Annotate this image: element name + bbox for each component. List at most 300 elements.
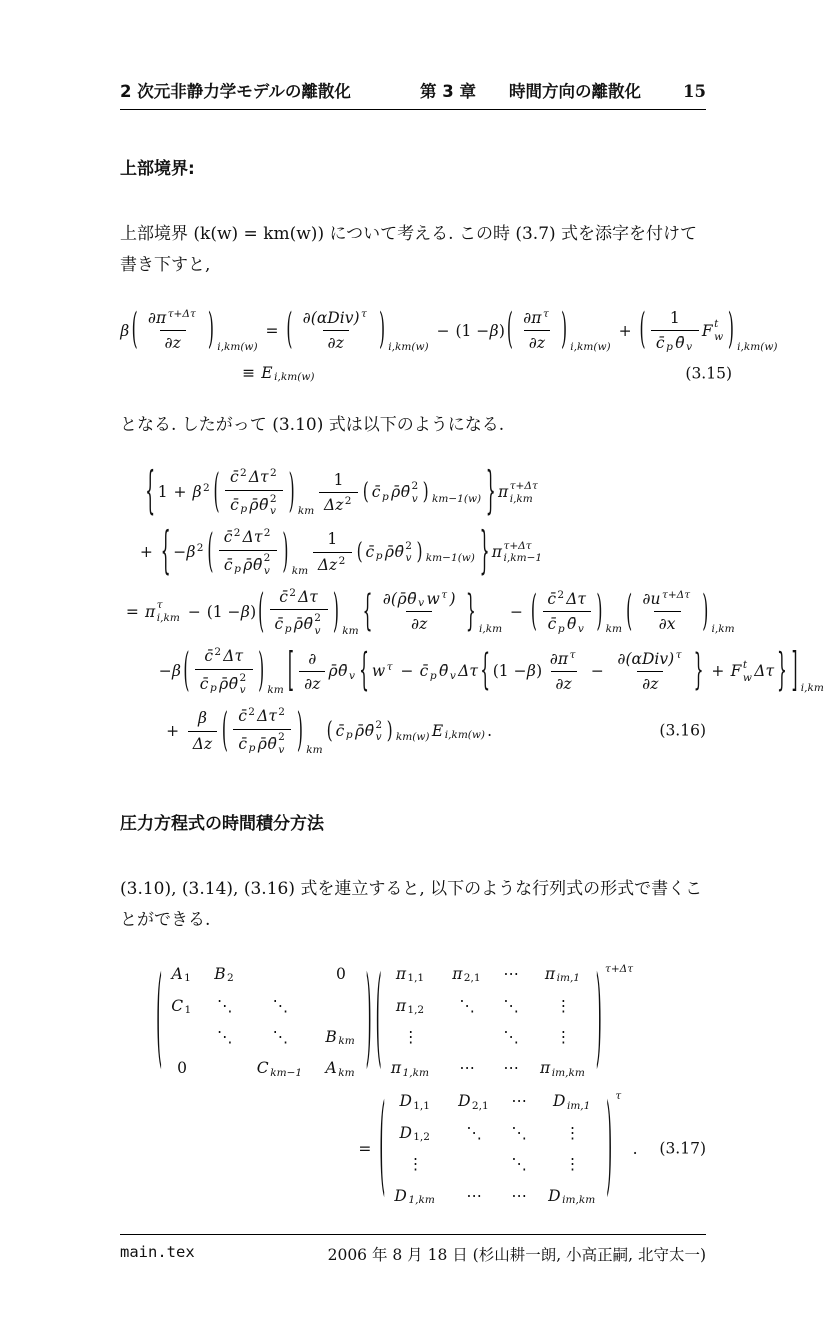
math-subscript: [285, 623, 292, 636]
math-subscript: [217, 341, 258, 354]
math-text: i,km: [711, 622, 735, 635]
math-base: [223, 527, 232, 548]
open-delimiter: {: [160, 521, 171, 581]
close-delimiter: ): [207, 305, 214, 354]
math-text: km−1(w): [431, 492, 482, 505]
math-superscript: [267, 646, 284, 647]
math-subscript: [503, 552, 542, 565]
math-base: [545, 964, 556, 985]
math-scripted: [377, 1083, 622, 1208]
math-text: 0: [335, 965, 346, 984]
math-fence-content: [229, 706, 296, 757]
math-text: 1,1: [413, 1099, 430, 1112]
math-subscript: [388, 341, 429, 354]
math-scripted: [230, 467, 247, 488]
math-scripted: [205, 524, 309, 578]
math-text: +: [711, 662, 725, 681]
math-text: v: [375, 731, 382, 744]
math-scripts: [401, 1058, 429, 1079]
math-text: ⋱: [511, 1155, 527, 1174]
math-text: ⋯: [511, 1186, 527, 1205]
math-text: β: [240, 602, 250, 621]
math-superscript: [184, 964, 191, 965]
math-fence-content: [370, 480, 422, 505]
close-delimiter: ): [365, 955, 372, 1081]
math-text: +: [173, 483, 187, 502]
math-text: β: [120, 321, 130, 340]
math-scripted: [617, 649, 682, 670]
math-row: [493, 661, 542, 682]
open-delimiter: (: [362, 478, 369, 506]
math-scripts: [166, 308, 196, 329]
math-fence-content: [220, 467, 287, 518]
math-text: β: [172, 662, 182, 681]
math-scripted: [171, 964, 191, 985]
math-superscript: [217, 308, 258, 309]
math-text: w: [371, 662, 386, 681]
math-text: v: [449, 669, 456, 682]
math-base: [377, 1083, 614, 1208]
math-scripts: [551, 1058, 586, 1079]
math-scripts: [196, 542, 204, 563]
math-base: [491, 540, 502, 565]
math-text: θ̄: [407, 589, 417, 608]
math-subscript: [342, 625, 359, 638]
math-text: τ: [615, 1089, 622, 1102]
math-text: ∂(αDiv): [302, 308, 360, 327]
math-scripted: [256, 583, 359, 638]
math-fraction: [319, 470, 358, 516]
math-subscript: [289, 607, 296, 608]
math-text: 2: [405, 539, 412, 552]
math-scripts: [341, 587, 359, 638]
math-scripts: [566, 1091, 591, 1112]
math-subscript: [248, 742, 255, 755]
open-delimiter: (: [286, 305, 293, 354]
math-base: [419, 661, 428, 682]
math-text: ρ̄: [354, 721, 365, 740]
matrix-cell: [511, 1154, 527, 1175]
math-subscript: [426, 552, 476, 565]
running-head-left: 2 次元非静力学モデルの離散化: [120, 82, 351, 101]
math-scripts: [288, 587, 296, 608]
math-base: [432, 721, 444, 742]
math-fence-content: [491, 649, 693, 695]
math-subscript: [405, 552, 412, 565]
matrix: [165, 963, 363, 1081]
math-subscript: [569, 668, 575, 669]
math-text: 2: [344, 495, 352, 507]
matrix-cell: [545, 964, 583, 985]
math-subscript: [801, 682, 825, 695]
math-scripts: [338, 555, 346, 576]
math-scripted: [624, 586, 735, 636]
math-text: (1 −: [455, 321, 490, 340]
math-text: .: [487, 721, 493, 740]
math-scripted: [238, 706, 255, 727]
math-scripts: [297, 467, 315, 518]
math-text: ∂z: [528, 334, 546, 353]
math-base: [256, 583, 341, 638]
close-delimiter: }: [479, 521, 490, 581]
math-base: [642, 589, 661, 610]
math-text: ⋯: [503, 1059, 519, 1078]
math-scripts: [263, 552, 271, 577]
math-text: ⋯: [511, 1092, 527, 1111]
math-scripts: [710, 589, 735, 635]
math-subscript: [567, 1100, 591, 1113]
math-fence-group: [375, 955, 603, 1081]
math-text: 2: [375, 718, 383, 731]
math-subscript: [402, 1067, 429, 1080]
math-text: −: [510, 602, 524, 621]
math-text: D: [548, 1186, 561, 1205]
math-text: ): [536, 662, 543, 681]
math-text: ⋱: [459, 996, 475, 1015]
math-fence-content: [214, 527, 281, 578]
math-text: ∂z: [411, 615, 428, 634]
math-superscript: [479, 589, 503, 590]
math-scripted: [274, 614, 291, 635]
math-subscript: [338, 1035, 355, 1048]
math-scripts: [569, 308, 611, 354]
math-text: p: [381, 490, 389, 503]
math-fence-group: [326, 719, 394, 744]
matrix: [384, 963, 593, 1081]
math-scripted: [505, 305, 611, 354]
math-text: p: [345, 729, 353, 742]
math-text: 2: [269, 467, 277, 480]
matrix-cell: [548, 1186, 597, 1207]
math-text: im,1: [556, 972, 580, 985]
math-superscript: [306, 706, 323, 707]
math-subscript: [479, 623, 503, 636]
math-text: 1,km: [408, 1194, 435, 1207]
math-scripted: [361, 586, 503, 636]
math-base: [675, 333, 685, 354]
math-text: ρ̄: [397, 589, 407, 608]
matrix-cell: [396, 964, 426, 985]
math-subscript: [408, 1194, 435, 1207]
math-text: −: [158, 662, 172, 681]
math-text: im,km: [562, 1194, 596, 1207]
math-text: c̄: [547, 589, 556, 608]
math-row: [547, 589, 586, 610]
math-row: [297, 644, 789, 696]
math-base: [186, 542, 196, 563]
math-superscript: [314, 612, 321, 625]
math-denominator: [543, 611, 591, 635]
math-subscript: [662, 609, 691, 610]
math-superscript: [338, 1027, 355, 1028]
open-delimiter: (: [221, 703, 228, 757]
math-fence-group: [160, 521, 490, 581]
open-delimiter: (: [530, 586, 537, 636]
open-delimiter: [: [287, 643, 294, 697]
math-text: =: [265, 321, 279, 340]
equation-number: (3.16): [659, 721, 706, 740]
math-text: π: [497, 483, 509, 502]
math-scripted: [396, 996, 425, 1017]
math-base: [303, 612, 313, 637]
math-subscript: [240, 503, 247, 516]
math-superscript: [388, 308, 429, 309]
math-subscript: [346, 729, 353, 742]
math-scripted: [261, 363, 315, 384]
math-superscript: [274, 363, 315, 364]
math-fence-content: [293, 308, 378, 354]
math-text: C: [171, 996, 184, 1015]
math-text: D: [394, 1186, 407, 1205]
math-subscript: [666, 341, 673, 354]
math-fence-group: [530, 586, 603, 636]
math-scripted: [432, 721, 486, 742]
math-superscript: [298, 467, 315, 468]
math-text: km: [306, 744, 323, 757]
close-delimiter: ): [332, 583, 339, 638]
math-superscript: [270, 467, 277, 480]
math-base: [274, 614, 283, 635]
math-superscript: [346, 721, 353, 722]
math-fence-content: [156, 464, 485, 518]
math-fence-group: [183, 643, 265, 697]
math-denominator: [323, 330, 349, 354]
math-subscript: [570, 341, 611, 354]
math-scripted: [284, 305, 429, 354]
math-fence-group: [144, 461, 496, 521]
math-text: τ: [361, 307, 367, 320]
math-text: D: [552, 1092, 566, 1111]
math-subscript: [157, 612, 181, 625]
math-numerator: [143, 308, 202, 330]
math-base: [355, 540, 425, 565]
math-base: [204, 646, 213, 667]
matrix-cell: [565, 1154, 581, 1175]
math-superscript: [349, 661, 355, 662]
math-scripts: [277, 706, 285, 727]
math-scripts: [502, 540, 542, 565]
equation-line: [160, 703, 706, 757]
math-fence-content: [138, 308, 207, 354]
math-subscript: [203, 502, 210, 503]
math-text: 2: [289, 586, 296, 599]
math-subscript: [386, 681, 392, 682]
math-subscript: [411, 493, 418, 506]
math-scripted: [230, 495, 247, 516]
math-text: c̄: [365, 542, 375, 561]
math-fence-group: [356, 540, 424, 565]
equation-3-16: [120, 461, 824, 757]
close-delimiter: ): [378, 305, 386, 354]
math-scripted: [401, 480, 419, 505]
math-text: c̄: [223, 528, 233, 547]
math-fence-content: [646, 308, 727, 354]
running-header: [120, 78, 706, 110]
math-text: v: [577, 622, 584, 635]
math-superscript: [441, 589, 447, 602]
math-text: ): [250, 602, 257, 621]
math-row: [223, 527, 272, 548]
math-superscript: [605, 589, 622, 590]
math-text: θ̄: [267, 734, 277, 753]
math-superscript: [270, 493, 277, 506]
matrix: [388, 1090, 604, 1208]
math-scripts: [556, 589, 564, 610]
math-fence-content: [514, 308, 561, 354]
page-body: [120, 110, 824, 1234]
matrix-cell: [466, 1123, 482, 1144]
math-fence-group: [506, 305, 568, 354]
math-text: B: [325, 1028, 337, 1047]
math-base: [199, 674, 208, 695]
math-base: [249, 467, 269, 488]
math-superscript: [411, 480, 418, 493]
math-scripted: [249, 467, 277, 488]
math-text: ⋱: [272, 1028, 289, 1047]
math-text: 1: [327, 530, 338, 549]
math-scripts: [348, 661, 355, 682]
math-base: [130, 305, 216, 354]
math-superscript: [413, 1091, 430, 1092]
math-scripts: [360, 308, 367, 329]
math-scripted: [148, 308, 196, 329]
math-scripts: [263, 527, 271, 548]
math-superscript: [292, 527, 309, 528]
math-scripted: [286, 643, 824, 697]
math-text: 1,2: [407, 1003, 425, 1016]
math-scripts: [156, 599, 181, 624]
math-text: c̄: [547, 615, 557, 634]
math-text: km: [297, 505, 315, 518]
close-delimiter: }: [776, 644, 787, 696]
math-text: ≡: [242, 364, 256, 383]
math-text: 1,km: [402, 1066, 429, 1079]
math-subscript: [413, 1131, 430, 1144]
math-scripts: [431, 480, 482, 505]
math-fraction: [195, 646, 253, 697]
math-text: F: [730, 662, 742, 681]
close-delimiter: ): [296, 703, 303, 757]
math-scripts: [375, 542, 383, 563]
math-superscript: [666, 333, 673, 334]
math-numerator: [233, 706, 291, 728]
math-text: −: [400, 662, 414, 681]
math-base: [567, 614, 577, 635]
matrix-cell: [325, 1027, 357, 1048]
close-delimiter: ): [702, 586, 709, 636]
math-text: τ+Δτ: [509, 480, 538, 493]
heading-upper-boundary: 上部境界:: [120, 159, 195, 179]
equation-line: [120, 583, 735, 638]
matrix-cell: [511, 1091, 527, 1112]
equation-line: [158, 643, 824, 697]
math-text: (1 −: [492, 662, 527, 681]
math-scripted: [491, 540, 542, 565]
math-subscript: [605, 1080, 634, 1081]
math-base: [257, 706, 277, 727]
matrix-cell: [394, 1186, 437, 1207]
math-subscript: [338, 1067, 355, 1080]
math-scripted: [374, 955, 634, 1081]
equation-3-15: [120, 305, 778, 384]
math-text: c̄: [199, 674, 209, 693]
math-fraction: [225, 467, 283, 518]
math-scripted: [550, 649, 576, 670]
math-scripted: [523, 308, 549, 329]
math-text: km: [342, 624, 359, 637]
math-text: ⋯: [466, 1186, 482, 1205]
math-text: π: [395, 965, 407, 984]
matrix-cell: [399, 1091, 432, 1112]
close-delimiter: ): [560, 305, 568, 354]
math-base: [399, 1123, 412, 1144]
math-superscript: [278, 706, 285, 719]
math-text: km: [605, 622, 623, 635]
math-scripts: [213, 646, 221, 667]
math-fence-content: [373, 589, 465, 635]
open-delimiter: (: [326, 717, 333, 744]
math-scripted: [545, 964, 581, 985]
math-text: ⋱: [466, 1123, 482, 1142]
math-denominator: [195, 669, 253, 697]
math-text: A: [325, 1059, 337, 1078]
math-base: [242, 527, 262, 548]
math-row: [238, 731, 287, 756]
math-text: 2: [338, 554, 346, 567]
math-text: Δτ: [242, 528, 263, 547]
math-subscript: [615, 1207, 621, 1208]
math-text: 2: [202, 482, 210, 495]
math-row: [224, 552, 273, 577]
math-text: 1: [157, 483, 168, 502]
math-text: w: [742, 671, 752, 684]
math-text: τ+Δτ: [605, 962, 634, 975]
math-scripted: [302, 308, 367, 329]
math-numerator: [518, 308, 555, 330]
matrix-cell: [459, 996, 475, 1017]
math-text: τ: [543, 307, 549, 320]
math-superscript: [289, 587, 296, 600]
math-scripted: [391, 1058, 430, 1079]
math-numerator: [323, 529, 342, 551]
math-text: c̄: [229, 468, 239, 487]
math-superscript: [472, 1091, 489, 1092]
math-subscript: [234, 547, 241, 548]
math-scripted: [256, 1058, 302, 1079]
matrix-cell: [503, 1058, 519, 1079]
math-text: c̄: [655, 334, 665, 353]
math-scripts: [183, 996, 191, 1017]
math-text: im,km: [551, 1066, 585, 1079]
math-text: Δτ: [754, 662, 775, 681]
math-base: [192, 482, 202, 503]
math-text: F: [701, 321, 713, 340]
math-denominator: [225, 490, 283, 518]
math-row: [547, 614, 586, 635]
math-text: τ: [675, 648, 682, 661]
running-head-chapter: 第 3 章 時間方向の離散化: [420, 82, 642, 101]
math-text: ⋯: [459, 1059, 475, 1078]
math-row: [230, 493, 279, 518]
math-scripts: [478, 589, 503, 635]
math-text: ρ̄: [257, 734, 267, 753]
math-superscript: [214, 646, 221, 659]
math-text: 2: [239, 467, 247, 480]
math-numerator: [303, 649, 321, 671]
math-scripts: [183, 964, 191, 985]
equation-line: [236, 363, 732, 384]
math-text: (1 −: [206, 602, 241, 621]
